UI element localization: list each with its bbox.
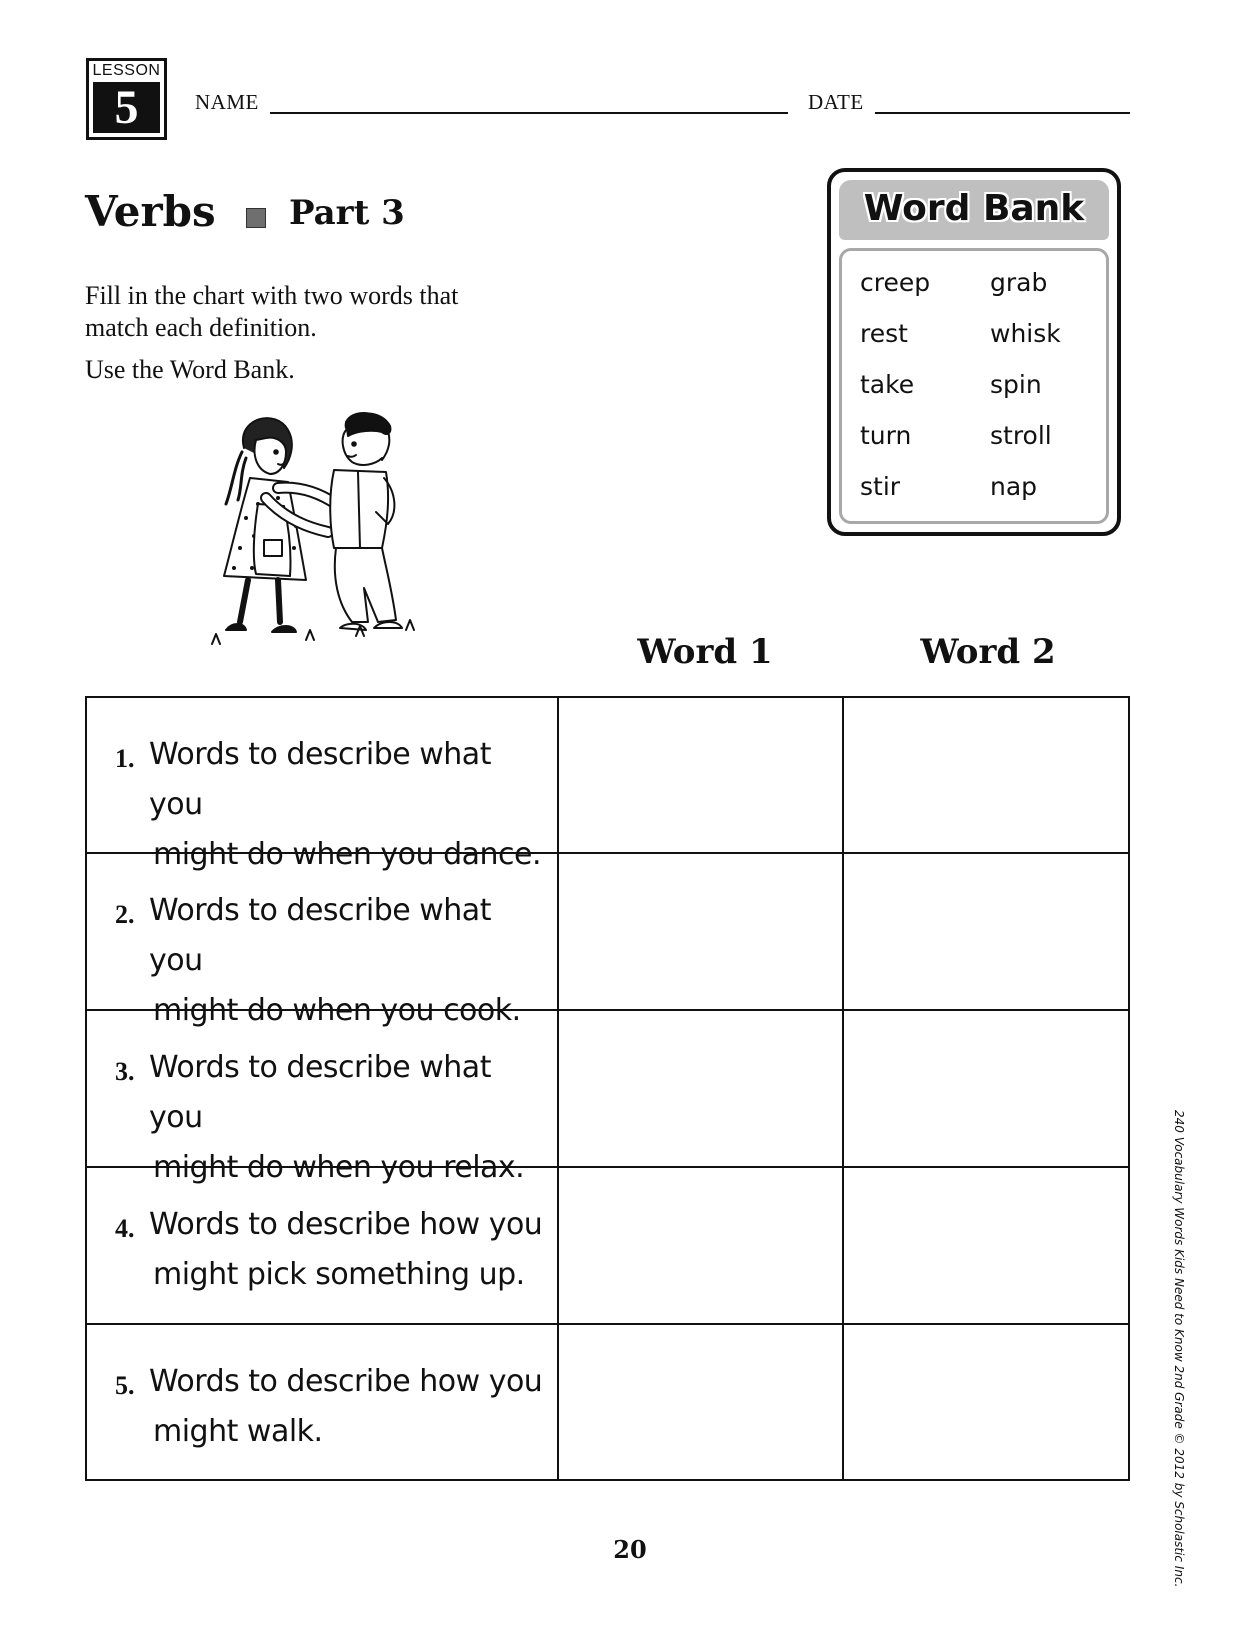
table-row bbox=[86, 697, 1129, 853]
word-2-answer-cell[interactable] bbox=[843, 1167, 1129, 1324]
word-1-answer-cell[interactable] bbox=[558, 1167, 843, 1324]
definition-text bbox=[149, 1200, 549, 1300]
word-bank bbox=[827, 168, 1121, 536]
definition-text bbox=[149, 1357, 549, 1457]
table-row bbox=[86, 1167, 1129, 1324]
table-row bbox=[86, 1324, 1129, 1480]
word-bank-list bbox=[839, 248, 1109, 524]
definition-cell bbox=[86, 697, 558, 872]
row-number: 5. bbox=[115, 1371, 135, 1400]
page-number: 20 bbox=[613, 1535, 647, 1564]
lesson-label: LESSON bbox=[92, 62, 161, 79]
definition-line-1: Words to describe how you bbox=[149, 1364, 543, 1399]
definition-line-2: might walk. bbox=[153, 1414, 323, 1449]
word-1-answer-cell[interactable] bbox=[558, 1010, 843, 1167]
word-2-answer-cell[interactable] bbox=[843, 853, 1129, 1010]
word-bank-word: nap bbox=[990, 472, 1038, 501]
table-row bbox=[86, 1010, 1129, 1167]
answer-chart bbox=[85, 696, 1130, 1481]
table-row bbox=[86, 853, 1129, 1010]
row-number: 1. bbox=[115, 744, 135, 773]
word-bank-word: stroll bbox=[990, 421, 1052, 450]
definition-line-2: might do when you cook. bbox=[153, 993, 521, 1028]
column-header-word-2: Word 2 bbox=[920, 632, 1056, 672]
column-header-word-1: Word 1 bbox=[637, 632, 773, 672]
word-bank-word: take bbox=[860, 370, 915, 399]
word-2-answer-cell[interactable] bbox=[843, 697, 1129, 853]
word-bank-word: creep bbox=[860, 268, 931, 297]
row-number: 2. bbox=[115, 900, 135, 929]
word-2-answer-cell[interactable] bbox=[843, 1324, 1129, 1480]
instructions-line-3: Use the Word Bank. bbox=[85, 355, 295, 384]
name-field[interactable] bbox=[270, 112, 788, 114]
word-bank-word: turn bbox=[860, 421, 912, 450]
definition-line-2: might do when you relax. bbox=[153, 1150, 525, 1185]
word-bank-word: grab bbox=[990, 268, 1048, 297]
word-2-answer-cell[interactable] bbox=[843, 1010, 1129, 1167]
definition-cell bbox=[86, 1010, 558, 1185]
instructions-line-2: match each definition. bbox=[85, 313, 317, 342]
date-label: DATE bbox=[808, 90, 864, 114]
definition-line-1: Words to describe what you bbox=[149, 737, 491, 822]
word-bank-word: stir bbox=[860, 472, 901, 501]
definition-line-2: might do when you dance. bbox=[153, 837, 541, 872]
lesson-number: 5 bbox=[93, 82, 160, 133]
definition-line-1: Words to describe what you bbox=[149, 1050, 491, 1135]
dancing-children-illustration bbox=[206, 408, 426, 658]
word-bank-word: rest bbox=[860, 319, 908, 348]
definition-line-1: Words to describe what you bbox=[149, 893, 491, 978]
word-bank-header bbox=[839, 180, 1109, 240]
instructions-line-1: Fill in the chart with two words that bbox=[85, 281, 459, 310]
word-bank-title: Word Bank bbox=[863, 188, 1085, 229]
definition-cell bbox=[86, 1167, 558, 1324]
name-label: NAME bbox=[195, 90, 259, 114]
word-1-answer-cell[interactable] bbox=[558, 1324, 843, 1480]
word-bank-word: spin bbox=[990, 370, 1042, 399]
square-bullet-icon bbox=[246, 208, 266, 228]
row-number: 3. bbox=[115, 1057, 135, 1086]
copyright-notice: 240 Vocabulary Words Kids Need to Know 2nd Grade © 2012 by Scholastic Inc. bbox=[1172, 1110, 1186, 1588]
row-number: 4. bbox=[115, 1214, 135, 1243]
word-1-answer-cell[interactable] bbox=[558, 697, 843, 853]
definition-line-2: might pick something up. bbox=[153, 1257, 525, 1292]
word-bank-word: whisk bbox=[990, 319, 1061, 348]
word-1-answer-cell[interactable] bbox=[558, 853, 843, 1010]
title-main: Verbs bbox=[85, 187, 216, 236]
lesson-badge bbox=[86, 58, 167, 140]
definition-line-1: Words to describe how you bbox=[149, 1207, 543, 1242]
definition-cell bbox=[86, 853, 558, 1028]
date-field[interactable] bbox=[875, 112, 1130, 114]
definition-cell bbox=[86, 1324, 558, 1480]
title-part: Part 3 bbox=[289, 193, 405, 233]
